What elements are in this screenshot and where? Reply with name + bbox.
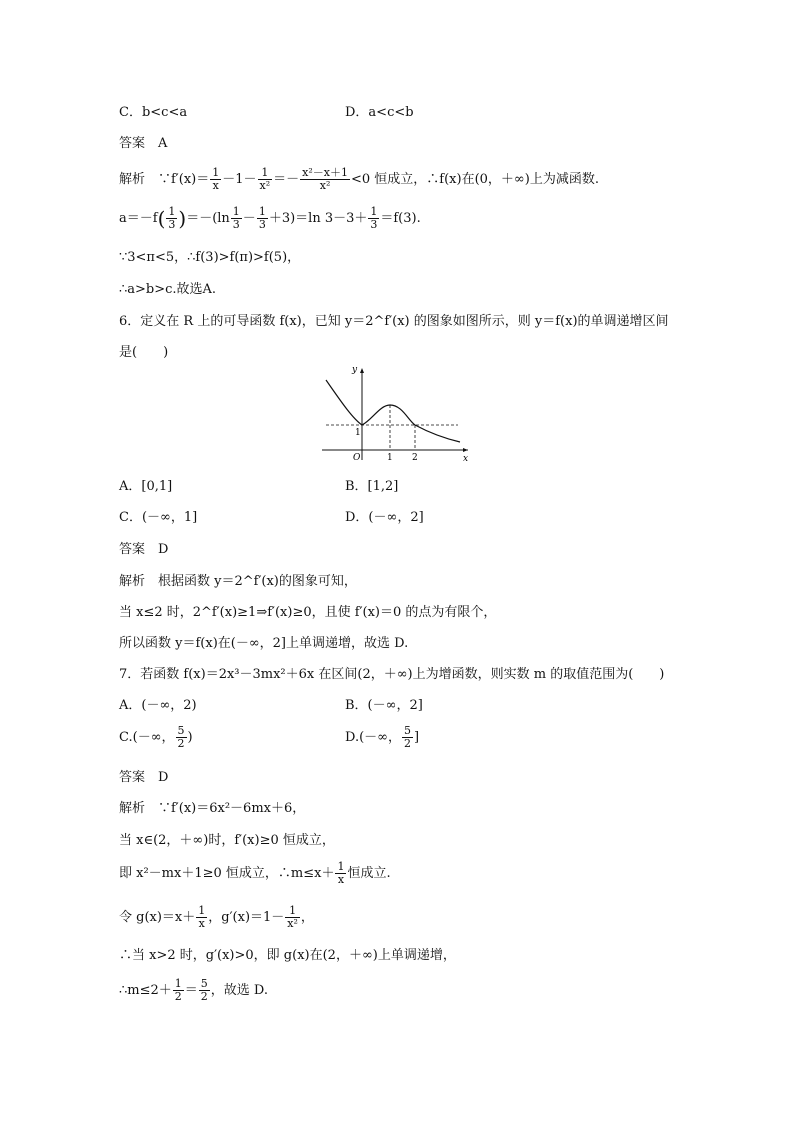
q7-option-c: C.(－∞， $\frac{5}{2}$ ) <box>119 724 193 750</box>
x-tick-1: 1 <box>387 453 393 463</box>
q6-option-d: D．(－∞，2] <box>345 510 424 525</box>
q6-explanation-line2: 当 x≤2 时，2^f′(x)≥1⇒f′(x)≥0，且使 f′(x)＝0 的点为有限个， <box>119 605 497 620</box>
q7-explanation-line3: 即 x²－mx＋1≥0 恒成立，∴m≤x＋ $\frac{1}{x}$ 恒成立. <box>119 860 391 886</box>
y-axis-label: y <box>352 365 358 375</box>
q5-explanation-line2: a＝－f( $\frac{1}{3}$ )＝－(ln $\frac{1}{3}$ － $\frac{1}{3}$ ＋3)＝ln 3－3＋ $\frac{1}{3}$ ＝f(3). <box>119 205 421 231</box>
q6-explanation-line3: 所以函数 y＝f(x)在(－∞，2]上单调递增，故选 D. <box>119 636 409 651</box>
fraction: $\frac{1}{\text{x²}}$ <box>259 166 271 192</box>
fraction: $\frac{5}{2}$ <box>200 977 208 1003</box>
fraction: $\frac{1}{x}$ <box>212 166 220 192</box>
fraction: $\frac{1}{2}$ <box>174 977 182 1003</box>
q7-stem: 7．若函数 f(x)＝2x³－3mx²＋6x 在区间(2，＋∞)上为增函数，则实数 m 的取值范围为( ) <box>119 667 665 682</box>
q7-option-d: D.(－∞， $\frac{5}{2}$ ] <box>345 724 420 750</box>
fraction: $\frac{1}{3}$ <box>258 205 266 231</box>
origin-label: O <box>353 453 361 463</box>
fraction: $\frac{1}{3}$ <box>168 205 176 231</box>
fraction: $\frac{1}{x}$ <box>198 904 206 930</box>
q6-explanation-line1: 解析 根据函数 y＝2^f′(x)的图象可知， <box>119 574 357 589</box>
curve <box>326 380 460 442</box>
q7-explanation-line1: 解析 ∵f′(x)＝6x²－6mx＋6， <box>119 801 306 816</box>
q7-explanation-line2: 当 x∈(2，＋∞)时，f′(x)≥0 恒成立， <box>119 833 335 848</box>
q7-option-a: A．(－∞，2) <box>119 698 197 713</box>
q5-explanation-line1: 解析 ∵f′(x)＝ $\frac{1}{x}$ －1－ $\frac{1}{\text{x²}}$ ＝－ $\frac{\text{x²－x＋1}}{\text{x²}}$ <0 恒成立，∴f(x)在(0，＋∞)上为减函数. <box>119 166 599 192</box>
fraction: $\frac{1}{\text{x²}}$ <box>287 904 298 930</box>
fraction: $\frac{5}{2}$ <box>404 724 411 750</box>
q5-option-d: D．a<c<b <box>345 105 414 120</box>
y-axis-arrow <box>360 368 364 373</box>
q5-explanation-line4: ∴a>b>c.故选A. <box>119 282 217 297</box>
q7-explanation-line5: ∴当 x>2 时，g′(x)>0，即 g(x)在(2，＋∞)上单调递增， <box>119 948 456 963</box>
x-axis-label: x <box>463 454 469 464</box>
q6-answer: 答案 D <box>119 542 169 557</box>
q5-option-c: C．b<c<a <box>119 105 188 120</box>
q5-explanation-line3: ∵3<π<5，∴f(3)>f(π)>f(5)， <box>119 250 301 265</box>
q7-explanation-line4: 令 g(x)＝x＋ $\frac{1}{x}$ ，g′(x)＝1－ $\frac{1}{\text{x²}}$ ， <box>119 904 314 930</box>
q7-option-b: B．(－∞，2] <box>345 698 423 713</box>
fraction: $\frac{1}{x}$ <box>337 860 345 886</box>
q7-explanation-line6: ∴m≤2＋ $\frac{1}{2}$ ＝ $\frac{5}{2}$ ，故选 D. <box>119 977 269 1003</box>
q7-answer: 答案 D <box>119 770 169 785</box>
q6-option-b: B．[1,2] <box>345 479 399 494</box>
q6-option-a: A．[0,1] <box>119 479 173 494</box>
fraction: $\frac{1}{3}$ <box>232 205 240 231</box>
q6-option-c: C．(－∞，1] <box>119 510 198 525</box>
fraction: $\frac{5}{2}$ <box>177 724 185 750</box>
x-axis-arrow <box>463 448 468 452</box>
fraction: $\frac{\text{x²－x＋1}}{\text{x²}}$ <box>302 166 348 192</box>
q6-stem-line2: 是( ) <box>119 345 169 360</box>
q6-stem-line1: 6．定义在 R 上的可导函数 f(x)，已知 y＝2^f′(x) 的图象如图所示，则 y＝f(x)的单调递增区间 <box>119 314 669 329</box>
fraction: $\frac{1}{3}$ <box>370 205 378 231</box>
y-tick-1: 1 <box>355 428 361 438</box>
q5-answer: 答案 A <box>119 136 168 151</box>
x-tick-2: 2 <box>412 453 418 463</box>
q6-function-graph <box>318 362 474 464</box>
